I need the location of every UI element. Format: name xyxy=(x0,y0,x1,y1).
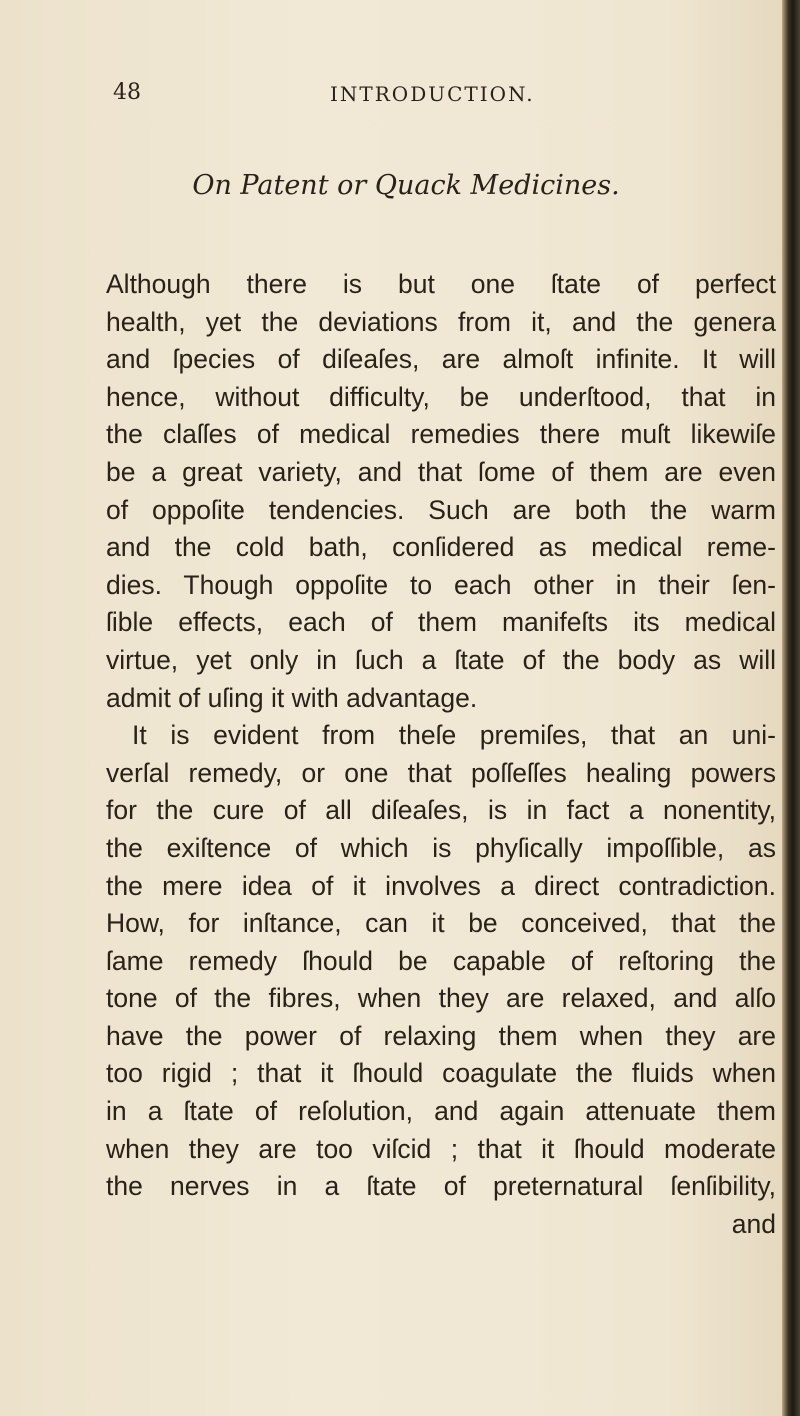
text-line: dies. Though oppoſite to each other in their ſen- xyxy=(106,569,776,600)
text-line: Although there is but one ſtate of perfect xyxy=(106,269,776,299)
page-number: 48 xyxy=(113,80,141,105)
text-line: the exiſtence of which is phyſically impoſſible, as xyxy=(106,832,776,863)
text-line: and the cold bath, conſidered as medical reme- xyxy=(106,532,776,563)
body-text xyxy=(106,266,776,1243)
text-line: and ſpecies of diſeaſes, are almoſt infinite. It will xyxy=(106,344,776,375)
text-line: the mere idea of it involves a direct contradiction. xyxy=(106,870,776,901)
text-line: hence, without difficulty, be underſtood, that in xyxy=(106,381,776,412)
running-head: INTRODUCTION. xyxy=(330,82,535,106)
text-line: It is evident from theſe premiſes, that an uni- xyxy=(132,720,776,751)
text-line: in a ſtate of reſolution, and again attenuate them xyxy=(106,1096,776,1127)
catchword: and xyxy=(731,1208,776,1239)
text-line: for the cure of all diſeaſes, is in fact a nonentity, xyxy=(106,795,776,826)
paragraph-1 xyxy=(106,266,776,717)
page-edge-shadow xyxy=(782,0,800,1416)
text-line: health, yet the deviations from it, and the genera xyxy=(106,306,776,337)
text-line: verſal remedy, or one that poſſeſſes healing powers xyxy=(106,757,776,788)
text-line: be a great variety, and that ſome of them are even xyxy=(106,456,776,487)
text-line: the nerves in a ſtate of preternatural ſenſibility, xyxy=(106,1171,776,1202)
text-line: How, for inſtance, can it be conceived, that the xyxy=(106,908,776,939)
page-header xyxy=(0,80,782,116)
text-line: virtue, yet only in ſuch a ſtate of the body as will xyxy=(106,644,776,675)
text-line: the claſſes of medical remedies there muſt likewiſe xyxy=(106,419,776,450)
text-line: too rigid ; that it ſhould coagulate the fluids when xyxy=(106,1058,776,1089)
section-title: On Patent or Quack Medicines. xyxy=(192,170,620,201)
text-line: when they are too viſcid ; that it ſhould moderate xyxy=(106,1133,776,1164)
text-line: ſible effects, each of them manifeſts its medical xyxy=(106,607,776,638)
text-line: admit of uſing it with advantage. xyxy=(106,682,478,713)
text-line: of oppoſite tendencies. Such are both the warm xyxy=(106,494,776,525)
text-line: tone of the fibres, when they are relaxed, and alſo xyxy=(106,983,776,1014)
paragraph-2 xyxy=(106,717,776,1206)
text-line: have the power of relaxing them when they are xyxy=(106,1020,776,1051)
text-line: ſame remedy ſhould be capable of reſtoring the xyxy=(106,945,776,976)
